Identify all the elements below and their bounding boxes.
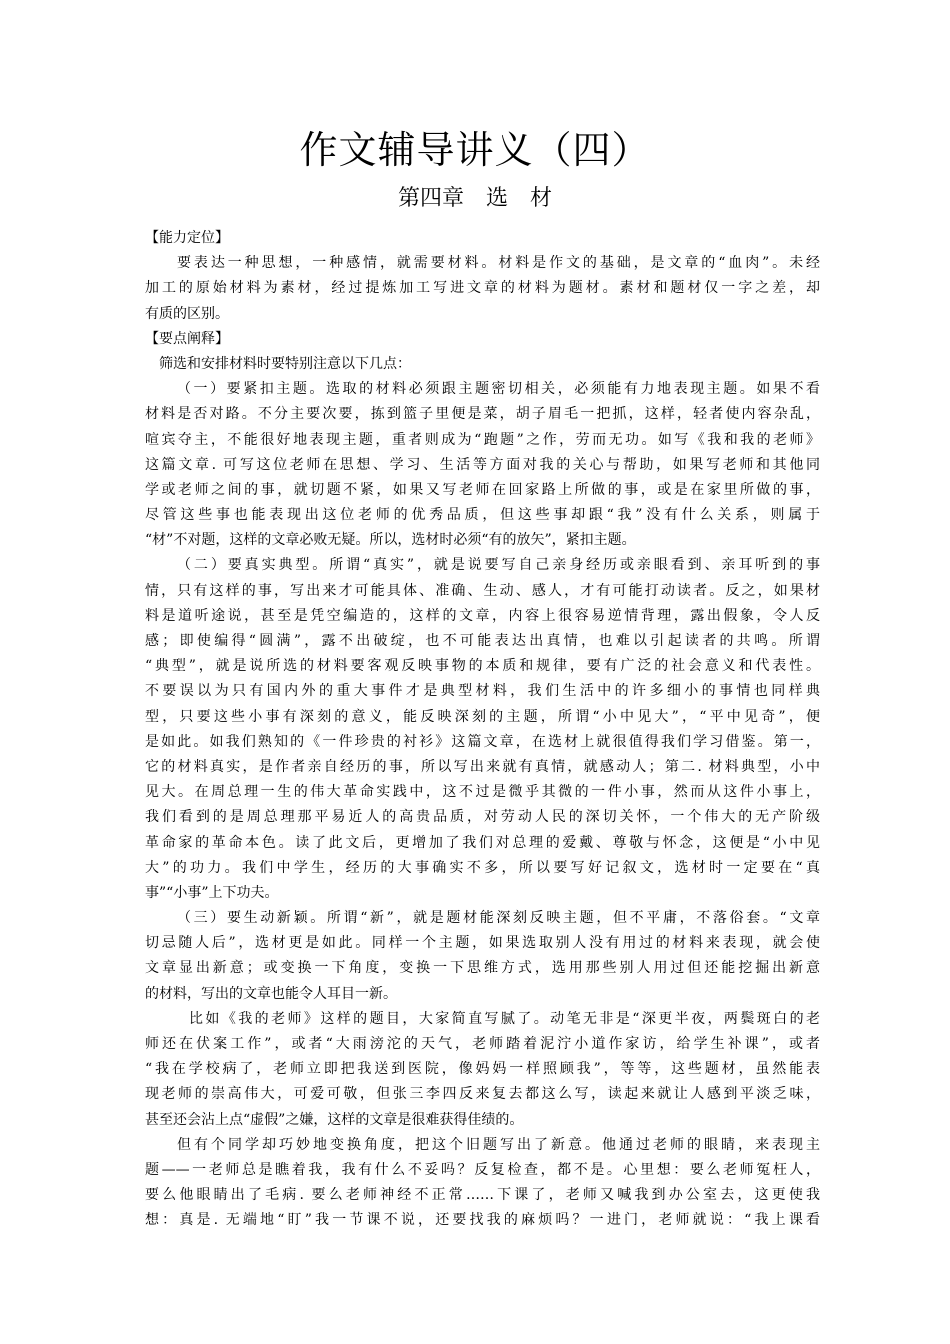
text-line: 的材料，写出的文章也能令人耳目一新。 [145,985,397,1002]
text-line: 革命家的革命本色。读了此文后，更增加了我们对总理的爱戴、尊敬与怀念，这便是“小中见 [145,834,820,851]
text-line: 加工的原始材料为素材，经过提炼加工写进文章的材料为题材。素材和题材仅一字之差，却 [145,280,820,297]
chapter-heading: 第四章 选 材 [397,186,552,211]
text-line: 师还在伏案工作”，或者“大雨滂沱的天气，老师踏着泥泞小道作家访，给学生补课”，或者 [145,1036,820,1052]
text-line: 喧宾夺主，不能很好地表现主题，重者则成为“跑题”之作，劳而无功。如写《我和我的老师》 [145,431,820,448]
text-line: （一）要紧扣主题。选取的材料必须跟主题密切相关，必须能有力地表现主题。如果不看 [177,381,820,398]
text-line: 想：真是. 无端地“盯”我一节课不说，还要找我的麻烦吗？一进门，老师就说：“我上课看 [145,1212,820,1229]
text-line: “典型”，就是说所选的材料要客观反映事物的本质和规律，要有广泛的社会意义和代表性。 [145,658,820,675]
text-line: 事”“小事”上下功夫。 [145,884,279,901]
text-line: 它的材料真实，是作者亲自经历的事，所以写出来就有真情，就感动人；第二. 材料典型，小中 [145,758,820,775]
text-line: 这篇文章. 可写这位老师在思想、学习、生活等方面对我的关心与帮助，如果写老师和其他同 [145,456,820,473]
text-line: 文章显出新意；或变换一下角度，变换一下思维方式，选用那些别人用过但还能挖掘出新意 [145,960,820,977]
text-line: 大”的功力。我们中学生，经历的大事确实不多，所以要写好记叙文，选材时一定要在“真 [145,859,820,876]
document-body [145,226,820,1234]
text-line: （三）要生动新颖。所谓“新”，就是题材能深刻反映主题，但不平庸，不落俗套。“文章 [177,910,820,927]
text-line: （二）要真实典型。所谓“真实”，就是说要写自己亲身经历或亲眼看到、亲耳听到的事 [177,557,820,574]
text-line: 要表达一种思想，一种感情，就需要材料。材料是作文的基础，是文章的“血肉”。未经 [177,255,820,272]
text-line: 甚至还会沾上点“虚假”之嫌，这样的文章是很难获得佳绩的。 [145,1111,524,1128]
text-line: 见大。在周总理一生的伟大革命实践中，这不过是微乎其微的一件小事，然而从这件小事上， [145,784,820,801]
text-line: 但有个同学却巧妙地变换角度，把这个旧题写出了新意。他通过老师的眼睛，来表现主 [177,1136,820,1153]
text-line: 料是道听途说，甚至是凭空编造的，这样的文章，内容上很容易逆情背理，露出假象，令人反 [145,607,820,624]
text-line: 【能力定位】 [145,230,229,246]
text-line: “材”不对题，这样的文章必败无疑。所以，选材时必须“有的放矢”，紧扣主题。 [145,532,636,549]
text-line: 型，只要这些小事有深刻的意义，能反映深刻的主题，所谓“小中见大”，“平中见奇”，便 [145,708,820,725]
text-line: “我在学校病了，老师立即把我送到医院，像妈妈一样照顾我”，等等，这些题材，虽然能表 [145,1061,820,1078]
text-line: 筛选和安排材料时要特别注意以下几点： [159,355,411,372]
text-line: 要么他眼睛出了毛病. 要么老师神经不正常……下课了，老师又喊我到办公室去，这更使我 [145,1187,820,1204]
text-line: 切忌随人后”，选材更是如此。同样一个主题，如果选取别人没有用过的材料来表现，就会使 [145,935,820,952]
text-line: 感；即使编得“圆满”，露不出破绽，也不可能表达出真情，也难以引起读者的共鸣。所谓 [145,633,820,649]
text-line: 情，只有这样的事，写出来才可能具体、准确、生动、感人，才有可能打动读者。反之，如果材 [145,582,820,599]
text-line: 尽管这些事也能表现出这位老师的优秀品质，但这些事却跟“我”没有什么关系，则属于 [145,507,820,524]
text-line: 材料是否对路。不分主要次要，拣到篮子里便是菜，胡子眉毛一把抓，这样，轻者使内容杂乱， [145,406,820,423]
text-line: 【要点阐释】 [145,330,229,347]
text-line: 题——一老师总是瞧着我，我有什么不妥吗？反复检查，都不是。心里想：要么老师冤枉人， [145,1161,820,1178]
text-line: 现老师的崇高伟大，可爱可敬，但张三李四反来复去都这么写，读起来就让人感到平淡乏味， [145,1086,820,1103]
document-title: 作文辅导讲义（四） [299,128,651,172]
text-line: 比如《我的老师》这样的题目，大家简直写腻了。动笔无非是“深更半夜，两鬓斑白的老 [189,1010,820,1027]
text-line: 不要误以为只有国内外的重大事件才是典型材料，我们生活中的许多细小的事情也同样典 [145,683,820,700]
text-line: 是如此。如我们熟知的《一件珍贵的衬衫》这篇文章，在选材上就很值得我们学习借鉴。第一， [145,733,820,750]
text-line: 我们看到的是周总理那平易近人的高贵品质，对劳动人民的深切关怀，一个伟大的无产阶级 [145,809,820,826]
text-line: 有质的区别。 [145,305,229,322]
text-line: 学或老师之间的事，就切题不紧，如果又写老师在回家路上所做的事，或是在家里所做的事， [145,481,820,498]
